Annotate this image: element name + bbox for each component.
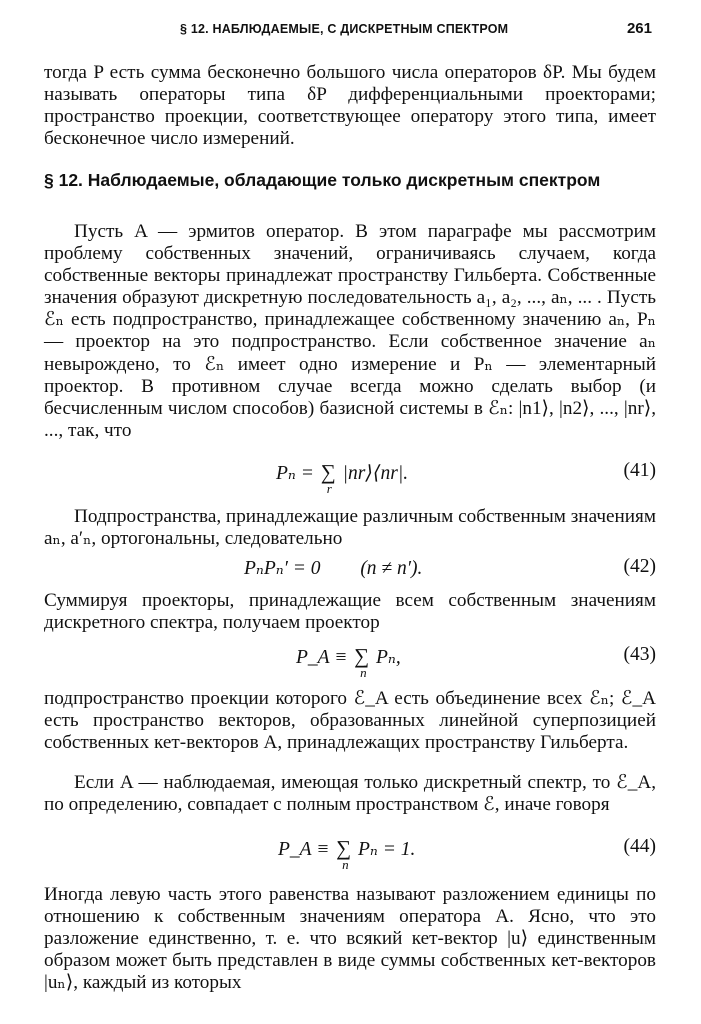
paragraph-1 [44, 221, 656, 442]
eq42-expr: PₙPₙ′ = 0 [244, 558, 321, 579]
paragraph-4 [44, 688, 656, 754]
sum-symbol: ∑ r [320, 460, 336, 496]
eq43-rhs: Pₙ, [376, 647, 401, 668]
paragraph-2-text: Подпространства, принадлежащие различным собственным значениям aₙ, a′ₙ, ортогональны, следовательно [44, 506, 656, 550]
eq42-condition: (n ≠ n′). [360, 558, 423, 579]
eq44-lhs: P_A ≡ [278, 839, 330, 860]
eq41-rhs: |nr⟩⟨nr|. [342, 463, 409, 484]
eq43-sum-index: n [360, 665, 367, 680]
equation-41 [44, 460, 656, 500]
eq41-sum-index: r [326, 481, 332, 496]
paragraph-top [44, 62, 656, 150]
eq42-number: (42) [623, 556, 656, 577]
equation-43 [44, 644, 656, 684]
paragraph-3 [44, 590, 656, 634]
paragraph-6-text: Иногда левую часть этого равенства называют разложением единицы по отношению к собственным значениям оператора A. Ясно, что это разложение единственно, т. е. что всякий кет-вектор |u⟩ единственным образом может быть представлен в виде суммы собственных кет-векторов |uₙ⟩, каждый из которых [44, 884, 656, 994]
paragraph-5 [44, 772, 656, 816]
eq41-number: (41) [623, 460, 656, 481]
running-header [40, 22, 660, 44]
page-number: 261 [626, 20, 652, 37]
sum-symbol: ∑ n [354, 644, 370, 680]
paragraph-1-text: Пусть A — эрмитов оператор. В этом параграфе мы рассмотрим проблему собственных значений, ограничиваясь случаем, когда собственные векторы принадлежат пространству Гильберта. Собственные значения образуют дискретную последовательность a₁, a₂, ..., aₙ, ... . Пусть ℰₙ есть подпространство, принадлежащее собственному значению aₙ, Pₙ — проектор на это подпространство. Если собственное значение aₙ невырождено, то ℰₙ имеет одно измерение и Pₙ — элементарный проектор. В противном случае всегда можно сделать выбор (и бесчисленным числом способов) базисной системы в ℰₙ: |n1⟩, |n2⟩, ..., |nr⟩, ..., так, что [44, 221, 656, 441]
sum-symbol: ∑ n [336, 836, 352, 872]
eq44-sum-index: n [342, 857, 349, 872]
equation-44 [44, 836, 656, 876]
section-heading: § 12. Наблюдаемые, обладающие только дискретным спектром [44, 170, 601, 190]
eq44-rhs: Pₙ = 1. [358, 839, 416, 860]
paragraph-2 [44, 506, 656, 550]
paragraph-4-text: подпространство проекции которого ℰ_A есть объединение всех ℰₙ; ℰ_A есть пространство векторов, образованных линейной суперпозицией собственных кет-векторов A, принадлежащих пространству Гильберта. [44, 688, 656, 754]
running-title: § 12. НАБЛЮДАЕМЫЕ, С ДИСКРЕТНЫМ СПЕКТРОМ [180, 22, 509, 36]
paragraph-top-text: тогда P есть сумма бесконечно большого числа операторов δP. Мы будем называть операторы типа δP дифференциальными проекторами; пространство проекции, соответствующее оператору этого типа, имеет бесконечное число измерений. [44, 62, 656, 150]
eq44-number: (44) [623, 836, 656, 857]
paragraph-6 [44, 884, 656, 994]
paragraph-3-text: Суммируя проекторы, принадлежащие всем собственным значениям дискретного спектра, получаем проектор [44, 590, 656, 634]
eq43-lhs: P_A ≡ [296, 647, 348, 668]
eq43-number: (43) [623, 644, 656, 665]
eq41-lhs: Pₙ = [276, 463, 314, 484]
paragraph-5-text: Если A — наблюдаемая, имеющая только дискретный спектр, то ℰ_A, по определению, совпадает с полным пространством ℰ, иначе говоря [44, 772, 656, 816]
